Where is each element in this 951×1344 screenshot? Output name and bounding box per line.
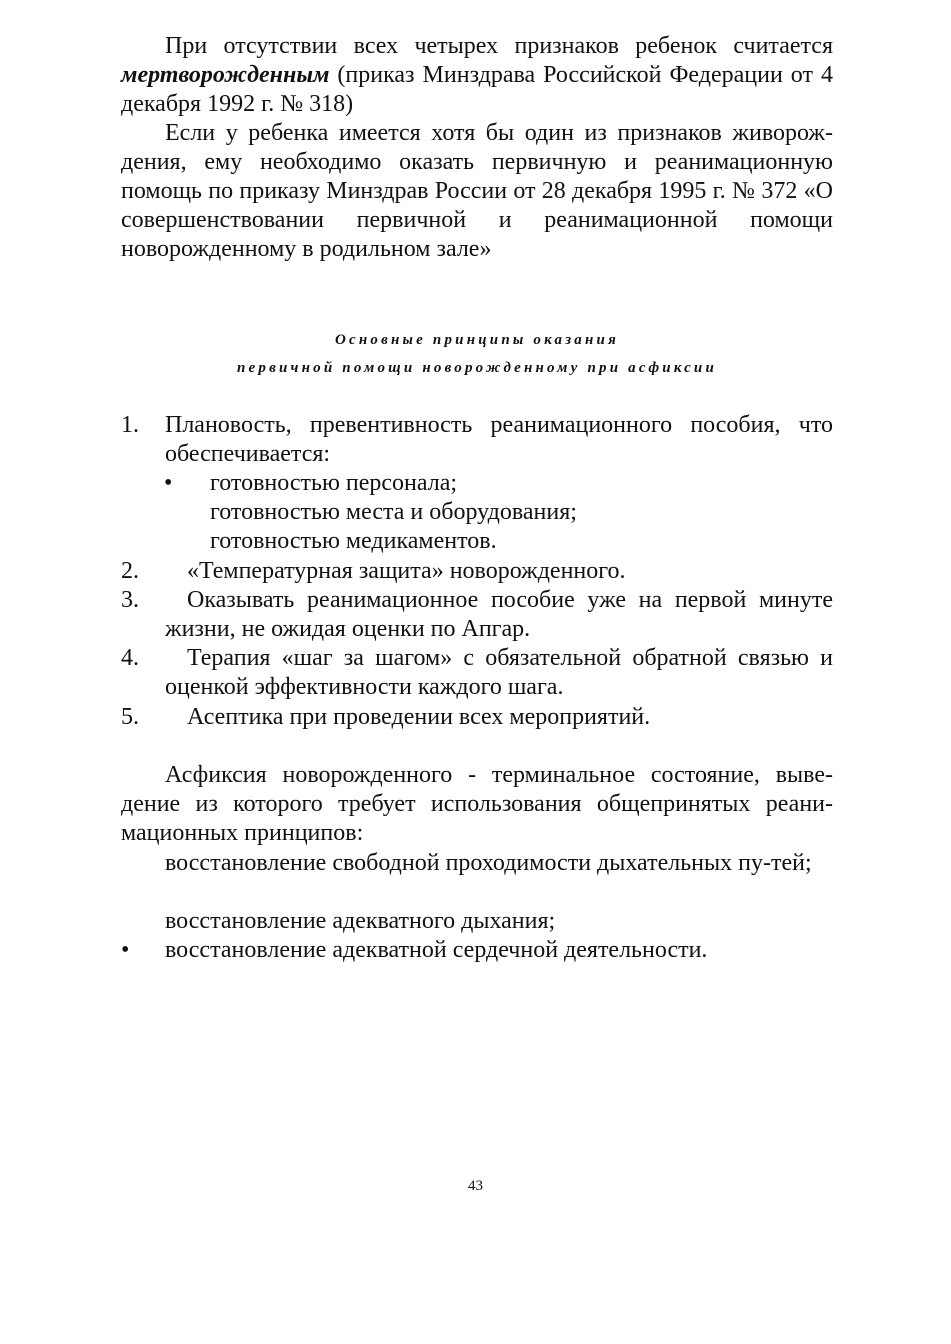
principle-text-content: «Температурная защита» новорожденного. [187, 558, 626, 584]
asphyxia-item-1 [121, 849, 833, 907]
asphyxia-item-text: восстановление адекватной сердечной деятельности. [165, 937, 708, 963]
principle-number: 1. [121, 412, 139, 438]
bullet-marker: • [164, 470, 173, 496]
principle-number: 4. [121, 645, 139, 671]
principle-item-3 [121, 586, 833, 644]
principle-item-2 [121, 557, 833, 586]
principle-item-1 [121, 411, 833, 469]
principle-text [165, 557, 833, 586]
principle-text-content: Терапия «шаг за шагом» с обязательной обратной связью и оценкой эффективности каждого шага. [165, 645, 833, 700]
section-heading-line-1: Основные принципы оказания [334, 332, 620, 348]
asphyxia-item-3 [121, 936, 833, 965]
paragraph-stillborn-text-2: (приказ Минздрава Российской Федерации от 4 декабря 1992 г. № 318) [121, 62, 833, 117]
paragraph-live-birth-signs [121, 119, 833, 264]
page-number: 43 [468, 1178, 483, 1194]
paragraph-asphyxia-text: Асфиксия новорожденного - терминальное состояние, выве-дение из которого требует использования общепринятых реани-мационных принципов: [121, 762, 833, 846]
paragraph-stillborn-text-1: При отсутствии всех четырех признаков ребенок считается [165, 33, 833, 59]
term-stillborn: мертворожденным [121, 62, 330, 88]
principle-item-5 [121, 703, 833, 732]
principle-number: 5. [121, 704, 139, 730]
principle-item-4 [121, 644, 833, 702]
principle-subitem-1 [164, 469, 833, 498]
paragraph-live-birth-text: Если у ребенка имеется хотя бы один из признаков живорож-дения, ему необходимо оказать первичную и реанимационную помощь по приказу Минздрав России от 28 декабря 1995 г. № 372 «О совершенствовании первичной и реанимационной помощи новорожденному в родильном зале» [121, 120, 833, 262]
paragraph-asphyxia [121, 761, 833, 848]
principle-text-content: Оказывать реанимационное пособие уже на первой минуте жизни, не ожидая оценки по Апгар. [165, 587, 833, 642]
subitem-text: готовностью персонала; [210, 470, 458, 496]
principle-text [165, 644, 833, 702]
asphyxia-item-text: восстановление свободной проходимости дыхательных пу-тей; [165, 850, 812, 876]
principle-text [165, 586, 833, 644]
section-heading-line-2: первичной помощи новорожденному при асфиксии [236, 360, 718, 376]
principle-text: Плановость, превентивность реанимационного пособия, что обеспечивается: [165, 412, 833, 467]
subitem-text: готовностью места и оборудования; [210, 499, 577, 525]
paragraph-stillborn [121, 32, 833, 119]
principle-number: 2. [121, 558, 139, 584]
subitem-text: готовностью медикаментов. [210, 528, 497, 554]
bullet-marker: • [121, 937, 130, 963]
asphyxia-item-2 [121, 907, 833, 936]
asphyxia-item-text: восстановление адекватного дыхания; [165, 908, 556, 934]
principle-text-content: Асептика при проведении всех мероприятий. [187, 704, 651, 730]
principle-number: 3. [121, 587, 139, 613]
principle-text [165, 703, 833, 732]
principle-subitem-3 [164, 527, 833, 556]
principle-subitem-2 [164, 498, 833, 527]
